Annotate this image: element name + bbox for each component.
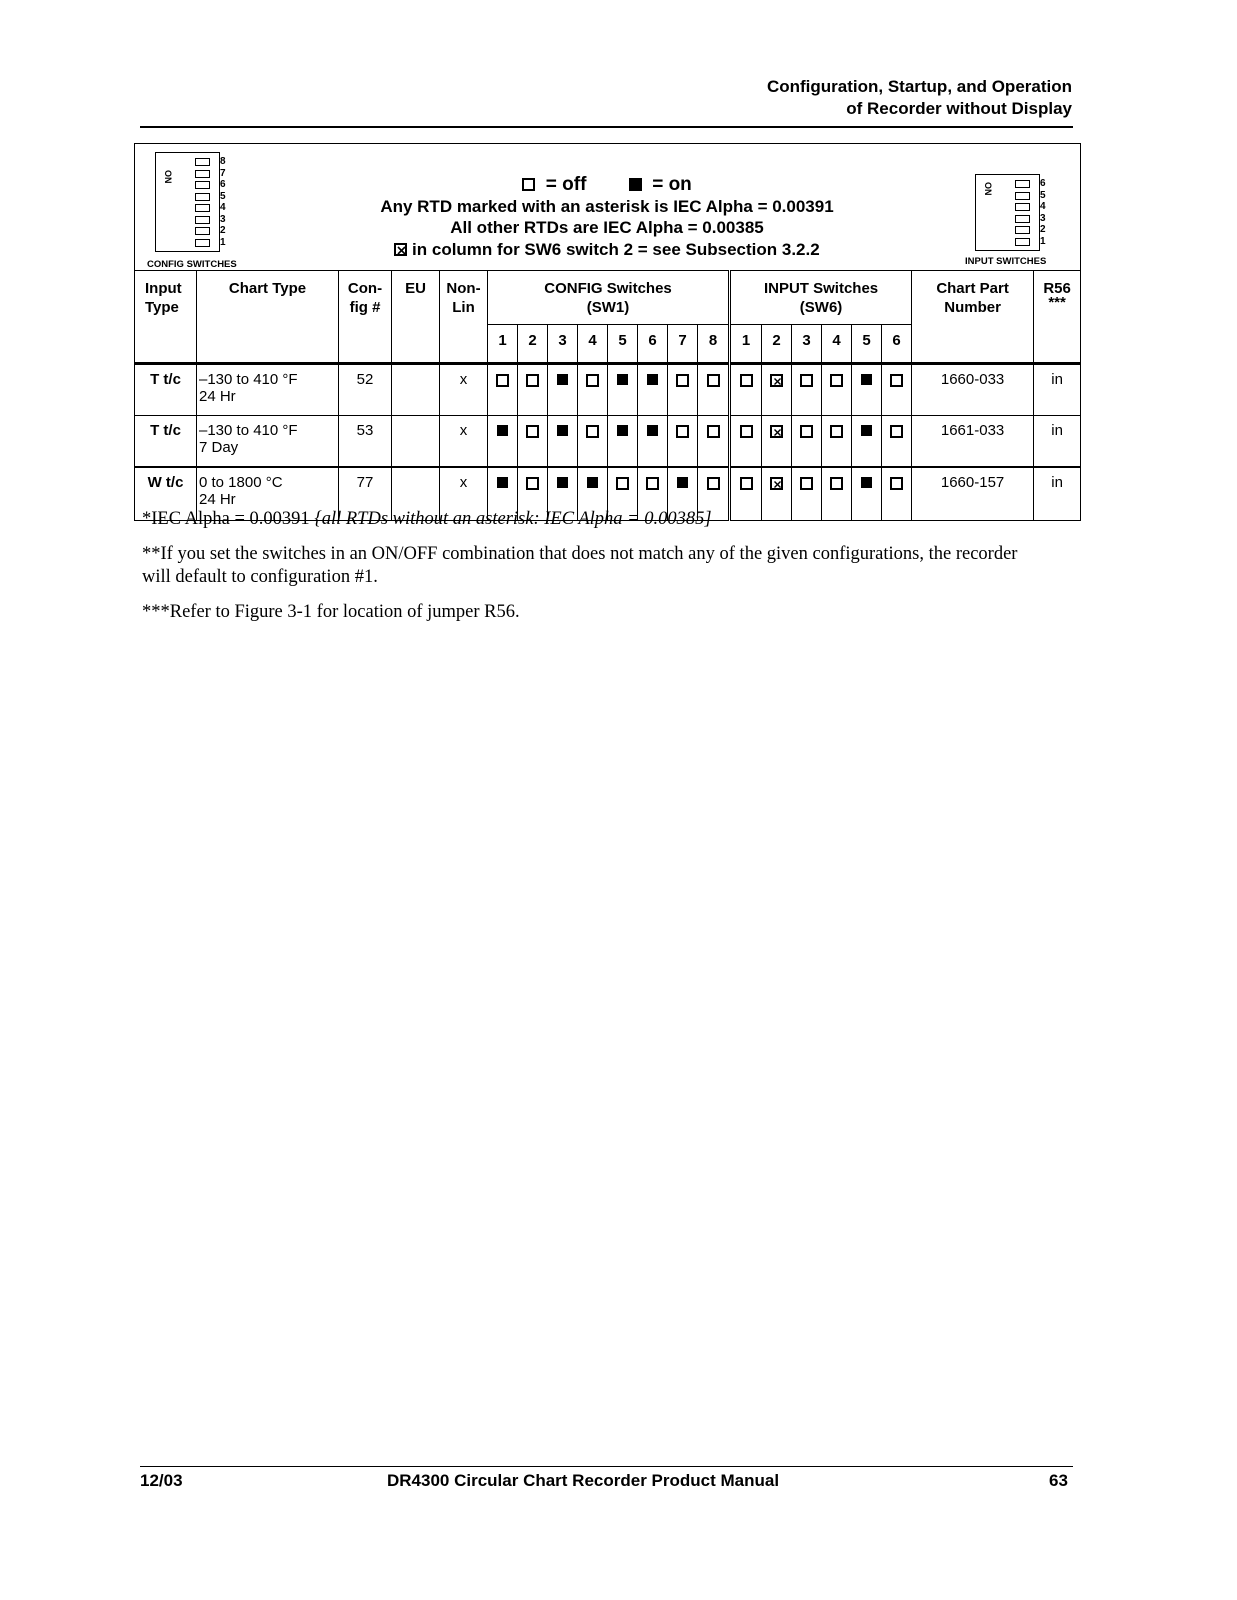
config-dip-number: 1 [220, 236, 226, 248]
sw6-switch-4-off-icon [830, 477, 843, 490]
sw6-switch-6-off-icon [890, 425, 903, 438]
sw6-switch-2-x-icon [770, 374, 783, 387]
header-chart-part [912, 271, 1034, 364]
sw1-switch-3-on-icon [557, 374, 568, 385]
sw1-switch-4-cell [578, 416, 608, 468]
sw1-switch-4-on-icon [587, 477, 598, 488]
header-chart-part-l2: Number [944, 299, 1001, 316]
header-config-num-l1: Con- [347, 280, 383, 297]
sw1-switch-2-cell [518, 364, 548, 416]
sw1-switch-1-cell [488, 416, 518, 468]
header-chart-type: Chart Type [197, 271, 339, 364]
input-dip-switch-3 [1015, 215, 1030, 223]
input-dip-on-label: ON [983, 182, 993, 196]
header-r56-l1: R56 [1043, 280, 1071, 297]
sw1-switch-5-on-icon [617, 425, 628, 436]
input-dip-number: 3 [1040, 212, 1046, 224]
sw1-switch-6-on-icon [647, 425, 658, 436]
chart-type-cell [197, 364, 339, 416]
sw1-column-6: 6 [638, 325, 668, 364]
config-number-cell: 52 [339, 364, 392, 416]
sw6-switch-3-off-icon [800, 477, 813, 490]
sw1-column-3: 3 [548, 325, 578, 364]
config-dip-switch-3 [195, 216, 210, 224]
table-row [135, 416, 1081, 468]
sw1-switch-3-cell [548, 416, 578, 468]
header-input-switches-l2: (SW6) [799, 299, 843, 316]
sw1-switch-8-cell [698, 416, 730, 468]
config-dip-number: 4 [220, 202, 226, 213]
sw1-switch-5-cell [608, 364, 638, 416]
off-box-icon [522, 178, 535, 191]
config-dip-number: 3 [220, 213, 226, 225]
r56-cell: in [1034, 364, 1081, 416]
sw1-switch-2-off-icon [526, 425, 539, 438]
sw6-switch-5-cell [852, 416, 882, 468]
input-dip-number: 4 [1040, 201, 1046, 212]
header-eu: EU [392, 271, 440, 364]
chart-part-number-cell: 1660-157 [912, 467, 1034, 521]
config-dip-number: 6 [220, 179, 226, 190]
sw1-switch-2-off-icon [526, 477, 539, 490]
sw1-switch-8-off-icon [707, 425, 720, 438]
chart-range: –130 to 410 °F [199, 422, 298, 439]
chart-part-number-cell: 1660-033 [912, 364, 1034, 416]
header-config-switches-l1: CONFIG Switches [544, 280, 672, 297]
sw1-column-8: 8 [698, 325, 730, 364]
footer-page-number: 63 [1049, 1471, 1068, 1490]
sw6-column-4: 4 [822, 325, 852, 364]
header-line-2: of Recorder without Display [846, 99, 1072, 118]
input-type-cell: T t/c [135, 416, 197, 468]
sw1-switch-7-cell [668, 416, 698, 468]
config-dip-switch-7 [195, 170, 210, 178]
chart-duration: 24 Hr [199, 388, 236, 405]
sw1-switch-7-off-icon [676, 374, 689, 387]
sw6-switch-5-on-icon [861, 477, 872, 488]
legend-on-text: = on [652, 174, 692, 195]
input-dip-switch-5 [1015, 192, 1030, 200]
sw1-switch-5-on-icon [617, 374, 628, 385]
config-dip-frame [155, 152, 220, 252]
legend-off-text: = off [545, 174, 587, 195]
non-lin-cell: x [440, 416, 488, 468]
sw1-switch-8-off-icon [707, 374, 720, 387]
sw1-switch-7-off-icon [676, 425, 689, 438]
input-dip-switch-2 [1015, 226, 1030, 234]
sw1-column-2: 2 [518, 325, 548, 364]
config-dip-switch-2 [195, 227, 210, 235]
sw6-switch-5-cell [852, 364, 882, 416]
note-1-italic: {all RTDs without an asterisk: IEC Alpha = 0.00385] [314, 509, 712, 529]
sw6-switch-2-x-icon [770, 425, 783, 438]
sw6-column-2: 2 [762, 325, 792, 364]
config-number-cell: 53 [339, 416, 392, 468]
chart-range: 0 to 1800 °C [199, 474, 283, 491]
sw1-switch-3-on-icon [557, 477, 568, 488]
sw6-switch-2-cell [762, 364, 792, 416]
sw1-switch-5-off-icon [616, 477, 629, 490]
legend-line-1 [301, 174, 913, 196]
input-dip-switch-6 [1015, 180, 1030, 188]
footer-date: 12/03 [140, 1471, 183, 1490]
sw1-column-7: 7 [668, 325, 698, 364]
note-default-config: **If you set the switches in an ON/OFF combination that does not match any of the given configurations, the recorder will default to configuration #1. [142, 544, 1018, 587]
sw6-column-5: 5 [852, 325, 882, 364]
on-box-icon [629, 178, 642, 191]
config-switches-caption: CONFIG SWITCHES [147, 259, 237, 270]
sw1-switch-1-on-icon [497, 477, 508, 488]
config-dip-number: 8 [220, 156, 226, 167]
sw6-column-1: 1 [730, 325, 762, 364]
input-switches-caption: INPUT SWITCHES [965, 256, 1047, 267]
sw6-switch-4-cell [822, 364, 852, 416]
input-dip-number: 1 [1040, 235, 1046, 247]
config-dip-number: 2 [220, 225, 226, 236]
non-lin-cell: x [440, 364, 488, 416]
note-iec-alpha [142, 508, 1042, 531]
r56-cell: in [1034, 467, 1081, 521]
sw1-switch-4-off-icon [586, 374, 599, 387]
sw6-switch-4-cell [822, 416, 852, 468]
sw6-switch-4-off-icon [830, 425, 843, 438]
sw1-switch-6-off-icon [646, 477, 659, 490]
running-header [140, 76, 1072, 120]
sw6-switch-6-cell [882, 416, 912, 468]
sw1-switch-2-cell [518, 416, 548, 468]
sw1-switch-4-cell [578, 364, 608, 416]
eu-cell [392, 364, 440, 416]
input-dip-number: 6 [1040, 178, 1046, 189]
legend-line-4 [301, 239, 913, 261]
sw6-switch-6-off-icon [890, 477, 903, 490]
header-input-switches [730, 271, 912, 325]
sw1-switch-7-cell [668, 364, 698, 416]
header-non-lin-l1: Non- [446, 280, 481, 297]
config-dip-on-label: ON [163, 170, 173, 184]
header-non-lin [440, 271, 488, 364]
sw6-switch-3-off-icon [800, 374, 813, 387]
sw6-switch-5-on-icon [861, 425, 872, 436]
sw6-switch-6-off-icon [890, 374, 903, 387]
chart-part-number-cell: 1661-033 [912, 416, 1034, 468]
chart-duration: 7 Day [199, 439, 239, 456]
switch-legend [301, 174, 913, 260]
legend-banner [134, 143, 1081, 270]
sw1-column-1: 1 [488, 325, 518, 364]
sw1-switch-8-off-icon [707, 477, 720, 490]
sw1-switch-2-off-icon [526, 374, 539, 387]
sw1-switch-1-off-icon [496, 374, 509, 387]
header-non-lin-l2: Lin [452, 299, 475, 316]
header-input-type [135, 271, 197, 364]
sw6-switch-6-cell [882, 364, 912, 416]
eu-cell [392, 416, 440, 468]
config-dip-switch-5 [195, 193, 210, 201]
input-dip-number: 2 [1040, 224, 1046, 235]
sw6-switch-1-cell [730, 416, 762, 468]
sw6-switch-3-cell [792, 416, 822, 468]
header-config-num-l2: fig # [349, 299, 381, 316]
header-line-1: Configuration, Startup, and Operation [766, 77, 1072, 96]
header-config-num [339, 271, 392, 364]
footer-rule [140, 1466, 1073, 1467]
input-dip-number: 5 [1040, 189, 1046, 201]
table-row [135, 364, 1081, 416]
sw6-column-6: 6 [882, 325, 912, 364]
x-box-icon [394, 243, 407, 256]
sw1-switch-1-cell [488, 364, 518, 416]
sw6-switch-3-off-icon [800, 425, 813, 438]
config-dip-switch-8 [195, 158, 210, 166]
header-r56 [1034, 271, 1081, 364]
input-type-cell: T t/c [135, 364, 197, 416]
sw1-switch-6-cell [638, 416, 668, 468]
config-number-cell: 77 [339, 467, 392, 521]
sw6-switch-2-x-icon [770, 477, 783, 490]
input-dip-switch-4 [1015, 203, 1030, 211]
header-chart-part-l1: Chart Part [936, 280, 1009, 297]
config-dip-switch-1 [195, 239, 210, 247]
config-dip-switch-4 [195, 204, 210, 212]
header-input-type-l1: Input [145, 280, 182, 297]
note-1-text: *IEC Alpha = 0.00391 [142, 509, 315, 529]
footer-title: DR4300 Circular Chart Recorder Product Manual [387, 1471, 780, 1490]
sw1-switch-6-cell [638, 364, 668, 416]
sw1-column-5: 5 [608, 325, 638, 364]
input-dip-switch-1 [1015, 238, 1030, 246]
chart-duration: 24 Hr [199, 491, 236, 508]
sw6-switch-5-on-icon [861, 374, 872, 385]
header-config-switches [488, 271, 730, 325]
sw6-switch-3-cell [792, 364, 822, 416]
configuration-table [134, 270, 1081, 521]
chart-type-cell [197, 416, 339, 468]
header-input-type-l2: Type [145, 299, 179, 316]
sw6-switch-1-off-icon [740, 374, 753, 387]
config-dip-number: 5 [220, 190, 226, 202]
header-r56-l2: *** [1048, 294, 1066, 311]
non-lin-cell: x [440, 467, 488, 521]
sw1-switch-5-cell [608, 416, 638, 468]
config-dip-switch-6 [195, 181, 210, 189]
chart-range: –130 to 410 °F [199, 371, 298, 388]
legend-line-4-text: in column for SW6 switch 2 = see Subsection 3.2.2 [412, 239, 820, 259]
note-jumper-r56: ***Refer to Figure 3-1 for location of jumper R56. [142, 602, 520, 622]
sw1-switch-7-on-icon [677, 477, 688, 488]
sw1-switch-3-cell [548, 364, 578, 416]
sw1-switch-4-off-icon [586, 425, 599, 438]
legend-line-2: Any RTD marked with an asterisk is IEC Alpha = 0.00391 [380, 196, 834, 216]
sw6-switch-1-off-icon [740, 477, 753, 490]
header-rule [140, 126, 1073, 128]
r56-cell: in [1034, 416, 1081, 468]
header-input-switches-l1: INPUT Switches [763, 280, 879, 297]
sw1-column-4: 4 [578, 325, 608, 364]
sw6-switch-4-off-icon [830, 374, 843, 387]
sw6-switch-2-cell [762, 416, 792, 468]
config-dip-number: 7 [220, 167, 226, 179]
header-config-switches-l2: (SW1) [586, 299, 630, 316]
sw1-switch-8-cell [698, 364, 730, 416]
sw6-switch-1-cell [730, 364, 762, 416]
legend-line-3: All other RTDs are IEC Alpha = 0.00385 [450, 218, 764, 237]
input-type-cell: W t/c [135, 467, 197, 521]
sw6-column-3: 3 [792, 325, 822, 364]
sw1-switch-3-on-icon [557, 425, 568, 436]
sw1-switch-6-on-icon [647, 374, 658, 385]
sw1-switch-1-on-icon [497, 425, 508, 436]
sw6-switch-1-off-icon [740, 425, 753, 438]
